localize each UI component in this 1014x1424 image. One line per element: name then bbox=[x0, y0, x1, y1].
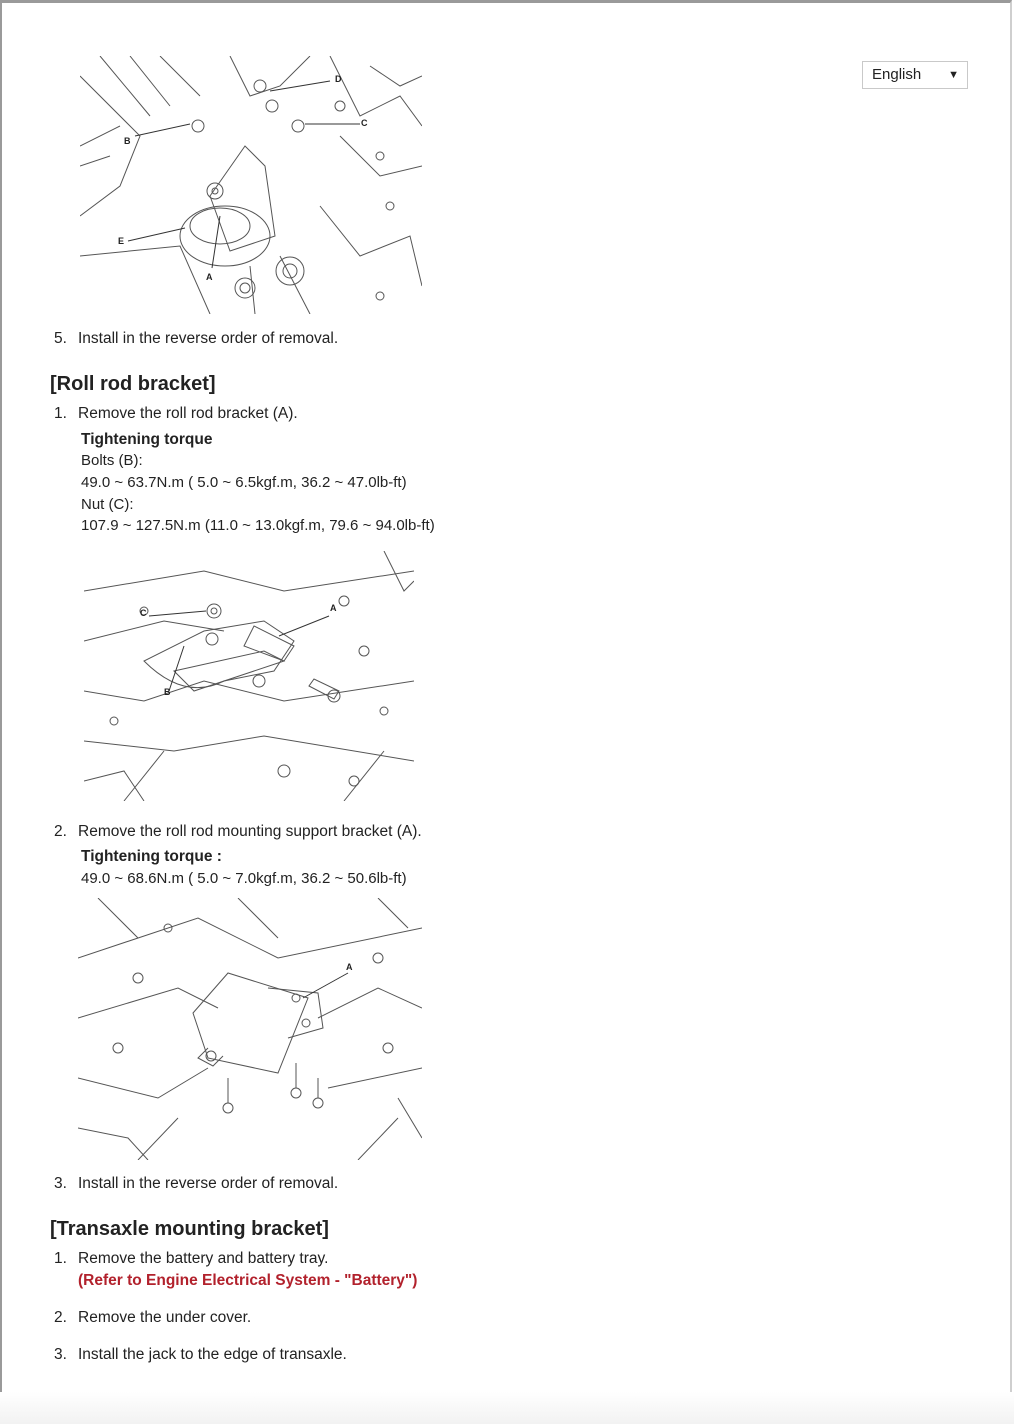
step-number: 1. bbox=[54, 405, 67, 422]
step-text: Remove the roll rod mounting support bracket (A). bbox=[78, 823, 422, 840]
torque-title: Tightening torque bbox=[81, 431, 213, 448]
page-bottom-edge bbox=[0, 1392, 1014, 1424]
step-text: Install the jack to the edge of transaxle. bbox=[78, 1346, 347, 1363]
bolts-label: Bolts (B): bbox=[81, 452, 143, 469]
chevron-down-icon: ▼ bbox=[948, 69, 959, 81]
figure-label-b: B bbox=[124, 136, 131, 146]
section-heading-transaxle: [Transaxle mounting bracket] bbox=[50, 1218, 329, 1240]
section-heading-roll-rod: [Roll rod bracket] bbox=[50, 373, 216, 395]
figure-engine-mount bbox=[80, 56, 422, 314]
step-number: 5. bbox=[54, 330, 67, 347]
step-number: 2. bbox=[54, 823, 67, 840]
nut-label: Nut (C): bbox=[81, 496, 134, 513]
step-text: Remove the roll rod bracket (A). bbox=[78, 405, 298, 422]
figure-label-a: A bbox=[330, 603, 337, 613]
figure-roll-rod-bracket bbox=[84, 551, 414, 801]
step-text: Install in the reverse order of removal. bbox=[78, 330, 339, 347]
roll-rod-step-3 bbox=[54, 1175, 338, 1193]
transaxle-step-2 bbox=[54, 1309, 251, 1327]
step-text: Remove the under cover. bbox=[78, 1309, 252, 1326]
transaxle-step-3 bbox=[54, 1346, 347, 1364]
torque-title-2: Tightening torque : bbox=[81, 848, 222, 865]
roll-rod-step-2 bbox=[54, 823, 422, 841]
support-bracket-torque-value: 49.0 ~ 68.6N.m ( 5.0 ~ 7.0kgf.m, 36.2 ~ 50.6lb-ft) bbox=[81, 870, 407, 887]
step-number: 1. bbox=[54, 1250, 67, 1267]
figure-label-c: C bbox=[140, 608, 147, 618]
nut-torque-value: 107.9 ~ 127.5N.m (11.0 ~ 13.0kgf.m, 79.6 ~ 94.0lb-ft) bbox=[81, 517, 435, 534]
transaxle-step-1 bbox=[54, 1250, 328, 1268]
step-number: 3. bbox=[54, 1346, 67, 1363]
figure-label-d: D bbox=[335, 74, 342, 84]
step-number: 3. bbox=[54, 1175, 67, 1192]
figure-label-a: A bbox=[206, 272, 213, 282]
bolts-torque-value: 49.0 ~ 63.7N.m ( 5.0 ~ 6.5kgf.m, 36.2 ~ 47.0lb-ft) bbox=[81, 474, 407, 491]
step-text: Install in the reverse order of removal. bbox=[78, 1175, 339, 1192]
step-number: 2. bbox=[54, 1309, 67, 1326]
figure-label-c: C bbox=[361, 118, 368, 128]
language-selected-label: English bbox=[872, 66, 922, 83]
language-select[interactable] bbox=[862, 61, 968, 89]
reference-link-battery[interactable]: (Refer to Engine Electrical System - "Battery") bbox=[78, 1272, 418, 1289]
roll-rod-step-1 bbox=[54, 405, 298, 423]
figure-label-a: A bbox=[346, 962, 353, 972]
figure-label-e: E bbox=[118, 236, 125, 246]
figure-label-b: B bbox=[164, 687, 171, 697]
figure-roll-rod-support-bracket bbox=[78, 898, 422, 1160]
step-text: Remove the battery and battery tray. bbox=[78, 1250, 329, 1267]
step-install-reverse-1 bbox=[54, 330, 338, 348]
